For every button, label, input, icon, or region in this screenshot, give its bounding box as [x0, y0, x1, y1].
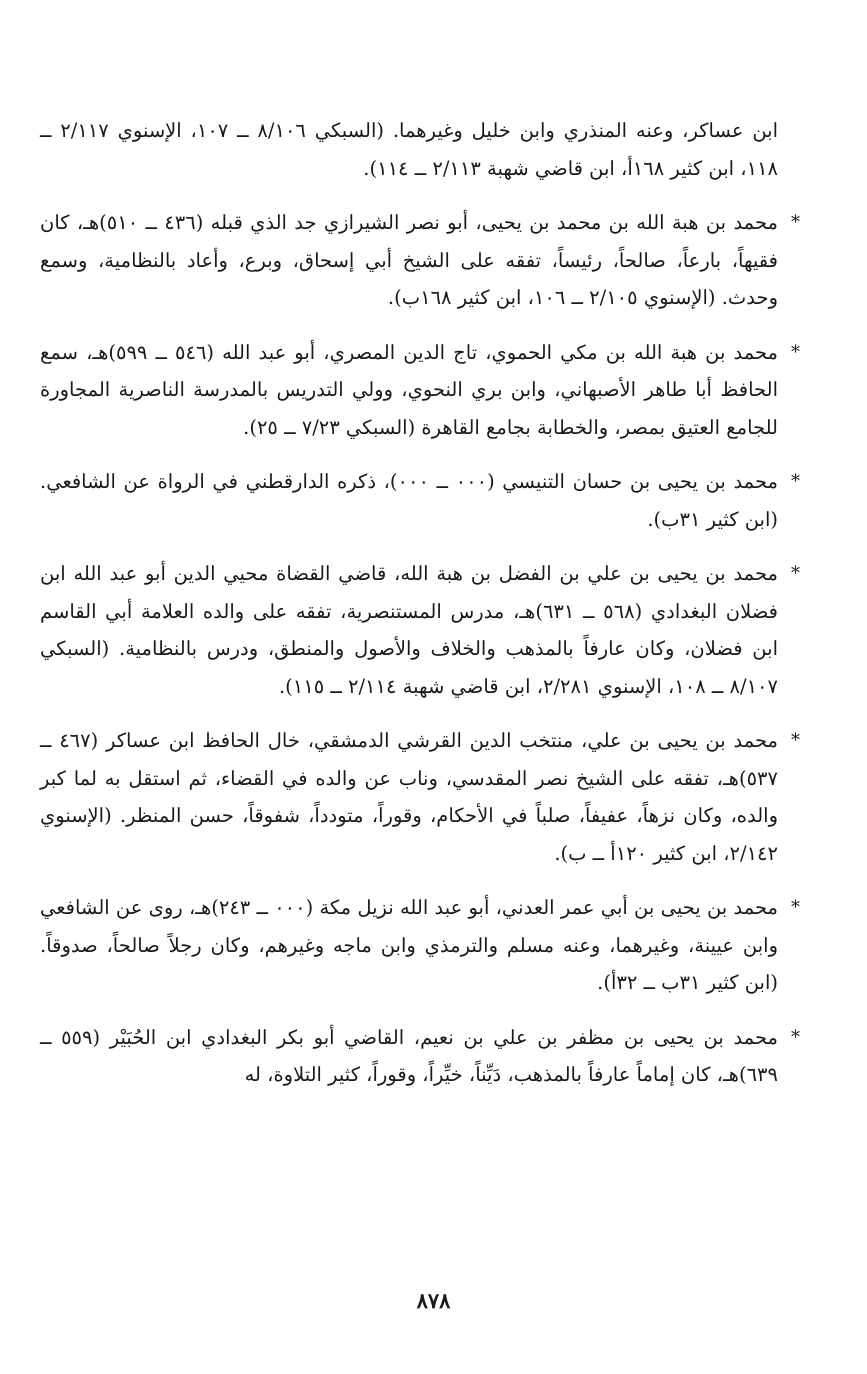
entry-text: محمد بن يحيى بن أبي عمر العدني، أبو عبد الله نزيل مكة (٠٠٠ ــ ٢٤٣)هـ، روى عن الشافعي وابن عيينة، وغيرهما، وعنه مسلم والترمذي وابن ماجه وغيرهم، وكان رجلاً صالحاً، صدوقاً. (ابن كثير ٣١ب ــ ٣٢أ).: [40, 896, 779, 994]
entry-text: محمد بن هبة الله بن مكي الحموي، تاج الدين المصري، أبو عبد الله (٥٤٦ ــ ٥٩٩)هـ، سمع الحافظ أبا طاهر الأصبهاني، وابن بري النحوي، وولي التدريس بالمدرسة الناصرية المجاورة للجامع العتيق بمصر، والخطابة بجامع القاهرة (السبكي ٧/٢٣ ــ ٢٥).: [40, 340, 779, 439]
biography-entry: [40, 722, 800, 872]
entry-text: محمد بن يحيى بن علي، منتخب الدين القرشي الدمشقي، خال الحافظ ابن عساكر (٤٦٧ ــ ٥٣٧)هـ، تفقه على الشيخ نصر المقدسي، وناب عن والده في القضاء، ثم استقل به لما كبر والده، وكان نزهاً، عفيفاً، صلباً في الأحكام، وقوراً، متودداً، شفوقاً، حسن المنظر. (الإسنوي ٢/١٤٢، ابن كثير ١٢٠أ ــ ب).: [40, 729, 778, 865]
biography-entry: [40, 204, 800, 317]
biography-entry: [40, 334, 800, 447]
entry-text: ابن عساكر، وعنه المنذري وابن خليل وغيرهما. (السبكي ٨/١٠٦ ــ ١٠٧، الإسنوي ٢/١١٧ ــ ١١٨، ابن كثير ١٦٨أ، ابن قاضي شهبة ٢/١١٣ ــ ١١٤).: [40, 119, 779, 180]
entry-text: محمد بن يحيى بن حسان التنيسي (٠٠٠ ــ ٠٠٠)، ذكره الدارقطني في الرواة عن الشافعي. (ابن كثير ٣١ب).: [40, 470, 778, 531]
asterisk-icon: *: [791, 563, 800, 584]
asterisk-icon: *: [791, 471, 800, 492]
asterisk-icon: *: [791, 897, 800, 918]
asterisk-icon: *: [791, 212, 800, 233]
page-number: ٨٧٨: [416, 1288, 451, 1313]
biography-entry: [40, 1019, 800, 1094]
biography-entry: [40, 889, 800, 1002]
asterisk-icon: *: [791, 1026, 800, 1048]
entry-text: محمد بن هبة الله بن محمد بن يحيى، أبو نصر الشيرازي جد الذي قبله (٤٣٦ ــ ٥١٠)هـ، كان فقيهاً، بارعاً، صالحاً، رئيساً، تفقه على الشيخ أبي إسحاق، وبرع، وأعاد بالنظامية، وسمع وحدث. (الإسنوي ٢/١٠٥ ــ ١٠٦، ابن كثير ١٦٨ب).: [40, 211, 778, 309]
asterisk-icon: *: [791, 341, 800, 363]
biography-entry-continued: [40, 112, 800, 187]
entry-text: محمد بن يحيى بن علي بن الفضل بن هبة الله، قاضي القضاة محيي الدين أبو عبد الله ابن فضلان البغدادي (٥٦٨ ــ ٦٣١)هـ، مدرس المستنصرية، تفقه على والده العلامة أبي القاسم ابن فضلان، وكان عارفاً بالمذهب والخلاف والأصول والمنطق، ودرس بالنظامية. (السبكي ٨/١٠٧ ــ ١٠٨، الإسنوي ٢/٢٨١، ابن قاضي شهبة ٢/١١٤ ــ ١١٥).: [40, 562, 778, 698]
biography-entry: [40, 555, 800, 705]
entry-text: محمد بن يحيى بن مظفر بن علي بن نعيم، القاضي أبو بكر البغدادي ابن الحُبَيْر (٥٥٩ ــ ٦٣٩)هـ، كان إماماً عارفاً بالمذهب، دَيِّناً، خيِّراً، وقوراً، كثير التلاوة، له: [40, 1025, 778, 1086]
biography-entry: [40, 463, 800, 538]
asterisk-icon: *: [791, 730, 800, 751]
page-body: [40, 112, 800, 1111]
